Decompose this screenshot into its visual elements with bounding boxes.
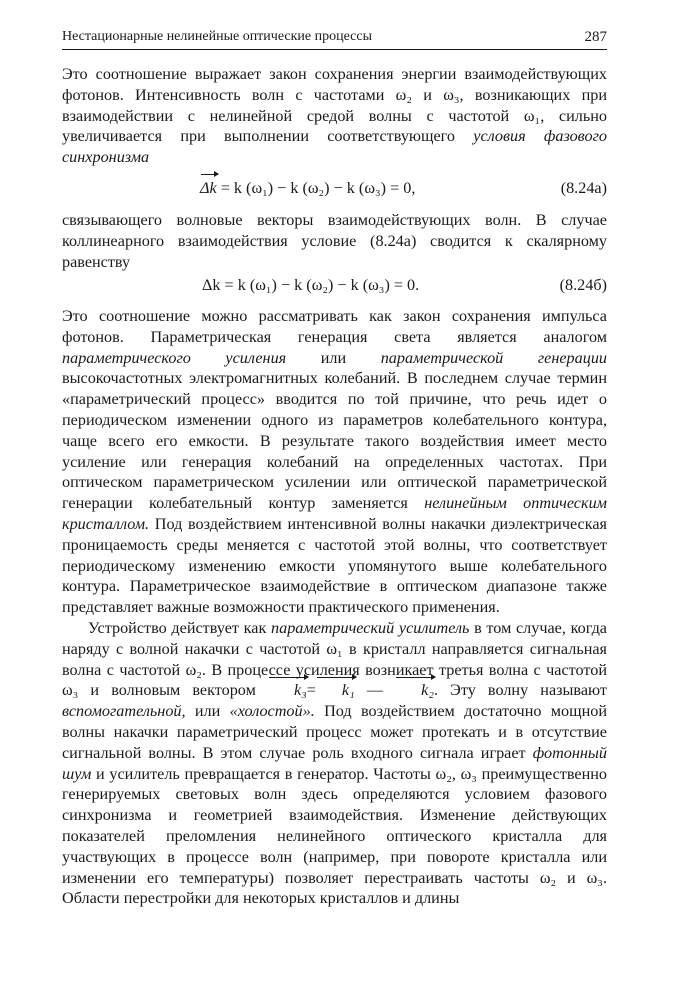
vector-k3: k₃	[268, 680, 307, 701]
vector-k1: k₁	[316, 680, 355, 701]
equation-8-24b	[62, 274, 607, 300]
italic-term: фотонный шум	[62, 743, 607, 783]
equation-body	[200, 177, 415, 199]
equation-rhs: = k (ω₁) − k (ω₂) − k (ω₃) = 0,	[220, 179, 416, 197]
paragraph-text: . Эту волну называют	[433, 681, 607, 700]
vector-delta-k: Δk	[200, 179, 217, 197]
paragraph-text: или	[185, 702, 230, 721]
italic-term: параметрический усилитель	[271, 619, 470, 637]
paragraph-text: Под воздействием интенсивной волны накачки диэлектрическая проницаемость среды меняется с частотой этой волны, что соответствует периодическому изменению емкости упомянутого выше колебательного контура. Параметрическое взаимодействие в оптическом диапазоне также представляет важные возможности практического применения.	[62, 514, 607, 617]
equation-body: Δk = k (ω₁) − k (ω₂) − k (ω₃) = 0.	[202, 276, 420, 294]
italic-term: параметрической генерации	[380, 348, 608, 367]
equation-8-24a	[62, 177, 607, 203]
equation-number: (8.24б)	[559, 276, 607, 294]
paragraph-text: Это соотношение можно рассматривать как закон сохранения импульса фотонов. Параметрическая генерация света является аналогом	[62, 307, 607, 346]
italic-term: параметрического усиления	[62, 348, 287, 367]
paragraph-text: Под воздействием достаточно мощной волны накачки параметрический процесс может протекать и в отсутствие сигнальной волны. В этом случае роль входного сигнала играет	[62, 702, 607, 762]
paragraph-text: или	[286, 348, 381, 367]
minus-sign: —	[354, 681, 396, 700]
paragraph-wave-vectors	[62, 210, 607, 272]
paragraph-text: связывающего волновые векторы взаимодействующих волн. В случае коллинеарного взаимодействия условие (8.24а) сводится к скалярному равенству	[62, 211, 607, 271]
running-header	[62, 28, 607, 50]
paragraph-text: и усилитель превращается в генератор. Частоты ω₂, ω₃ преимущественно генерируемых световых волн здесь определяются условием фазового синхронизма и геометрией взаимодействия. Изменение действующих показателей преломления нелинейного оптического кристалла для участвующих в процессе волн (например, при повороте кристалла или изменении его температуры) позволяет перестраивать частоты ω₂ и ω₃. Области перестройки для некоторых кристаллов и длины	[62, 764, 607, 908]
page-number: 287	[584, 29, 607, 45]
italic-term-phase-matching: условия фазового синхронизма	[62, 127, 607, 167]
paragraph-text: Устройство действует как	[88, 619, 272, 637]
paragraph-parametric-generation	[62, 306, 607, 618]
paragraph-text: высокочастотных электромагнитных колебаний. В последнем случае термин «параметрический процесс» вводится по той причине, что речь идет о периодическом изменении одного из параметров колебательного контура, чаще всего его емкости. В результате такого воздействия имеет место усиление или генерация колебаний на определенных частотах. При оптическом параметрическом усилении или оптической параметрической генерации колебательный контур заменяется	[62, 369, 607, 513]
paragraph-parametric-amplifier	[62, 618, 607, 909]
italic-term: вспомогательной,	[62, 702, 186, 721]
paragraph-text: в том случае, когда наряду с волной накачки с частотой ω₁ в кристалл направляется сигнальная волна с частотой ω₂. В процессе усиления возникает третья волна с частотой ω₃ и волновым вектором	[62, 619, 607, 700]
equals-sign: =	[306, 681, 316, 700]
equation-number: (8.24а)	[560, 179, 607, 197]
italic-term: нелинейным оптическим кристаллом.	[62, 494, 607, 533]
running-title: Нестационарные нелинейные оптические процессы	[62, 29, 372, 44]
paragraph-text: Это соотношение выражает закон сохранения энергии взаимодействующих фотонов. Интенсивность волн с частотами ω₂ и ω₃, возникающих при взаимодействии с нелинейной средой волны с частотой ω₁, сильно увеличивается при выполнении соответствующего	[62, 65, 607, 146]
vector-k2: k₂	[395, 680, 434, 701]
paragraph-energy-conservation	[62, 64, 607, 168]
italic-term: «холостой».	[229, 702, 315, 721]
